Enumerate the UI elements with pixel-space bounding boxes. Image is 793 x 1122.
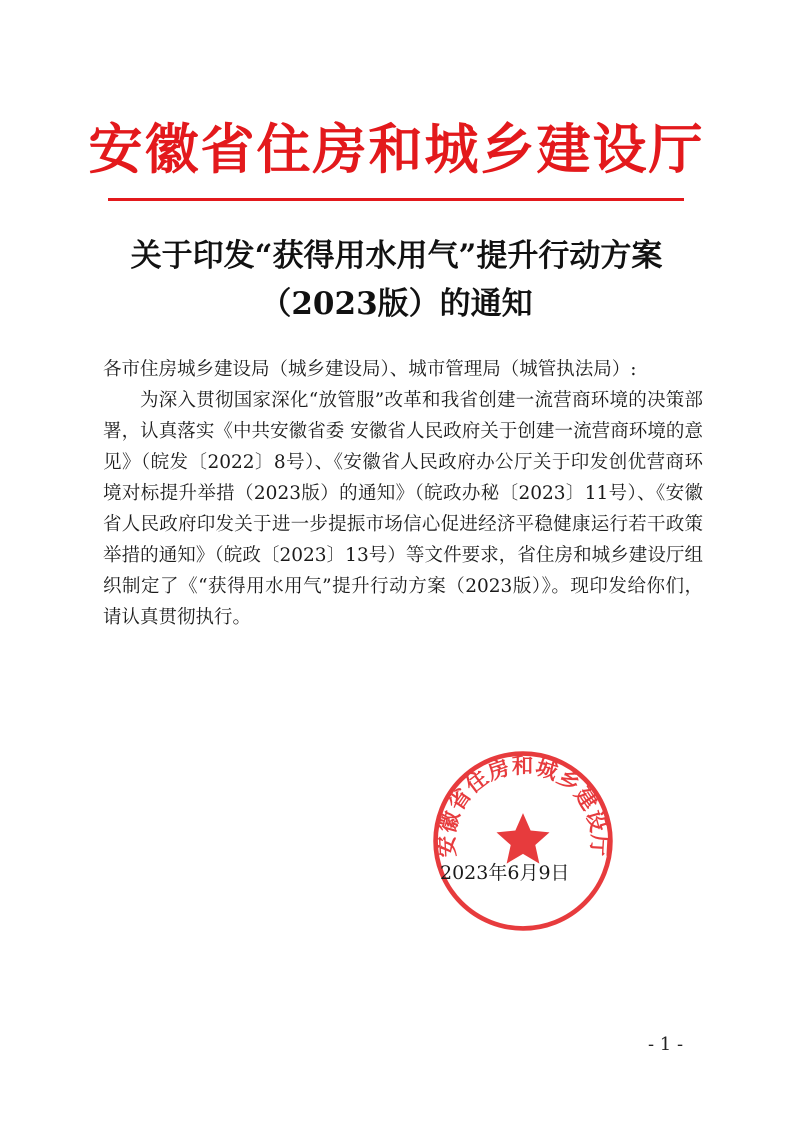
body-paragraph: 为深入贯彻国家深化“放管服”改革和我省创建一流营商环境的决策部署，认真落实《中共安徽省委 安徽省人民政府关于创建一流营商环境的意见》（皖发〔2022〕8号）、《安徽省人民政府办公厅关于印发创优营商环境对标提升举措（2023版）的通知》（皖政办秘〔2023〕11号）、《安徽省人民政府印发关于进一步提振市场信心促进经济平稳健康运行若干政策举措的通知》（皖政〔2023〕13号）等文件要求，省住房和城乡建设厅组织制定了《“获得用水用气”提升行动方案（2023版）》。现印发给你们，请认真贯彻执行。 — [103, 390, 703, 628]
issue-date: 2023年6月9日 — [440, 862, 570, 884]
svg-text:安徽省住房和城乡建设厅: 安徽省住房和城乡建设厅 — [434, 754, 612, 858]
agency-letterhead: 安徽省住房和城乡建设厅 — [88, 118, 705, 181]
title-line-1: 关于印发“获得用水用气”提升行动方案 — [130, 238, 663, 274]
title-line-2: （2023版）的通知 — [260, 286, 533, 322]
document-body — [103, 354, 703, 633]
official-seal-icon — [430, 748, 616, 934]
letterhead-red-rule — [108, 198, 684, 201]
addressee: 各市住房城乡建设局（城乡建设局）、城市管理局（城管执法局）: — [103, 359, 637, 380]
document-title — [0, 232, 793, 328]
page-number: - 1 - — [648, 1034, 684, 1055]
